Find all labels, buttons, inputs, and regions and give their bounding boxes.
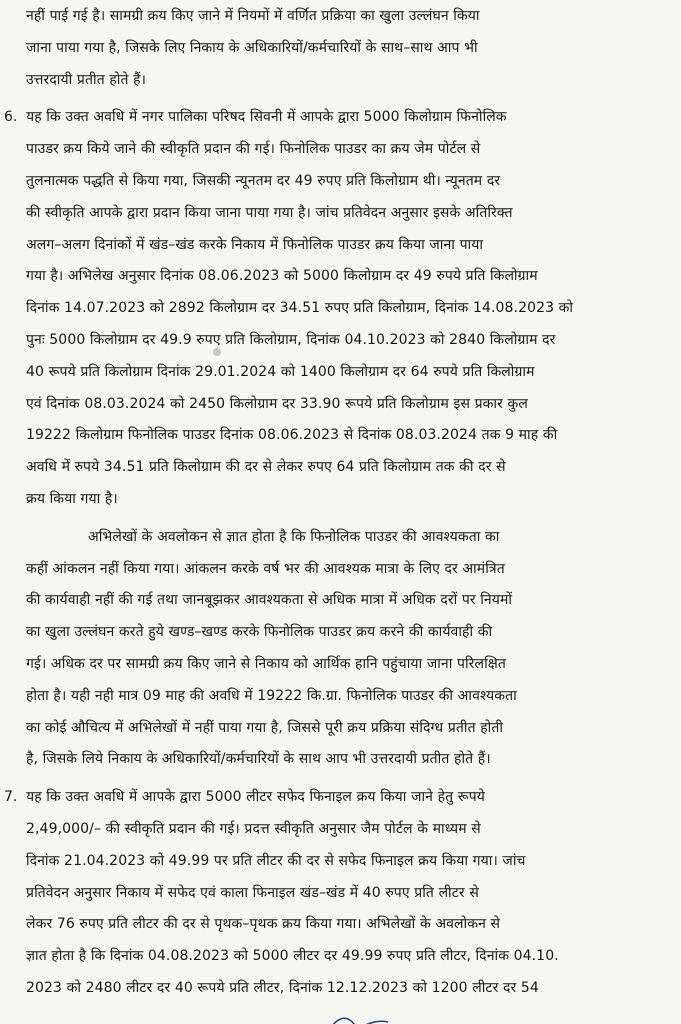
paragraph-line: 19222 किलोग्राम फिनोलिक पाउडर दिनांक 08.06.2023 से दिनांक 08.03.2024 तक 9 माह की xyxy=(26,427,558,444)
paragraph-line: दिनांक 14.07.2023 को 2892 किलोग्राम दर 34.51 रुपए प्रति किलोग्राम, दिनांक 14.08.2023 को xyxy=(26,300,574,317)
paragraph-line: की कार्यवाही नहीं की गई तथा जानबूझकर आवश्यकता से अधिक मात्रा में अधिक दरों पर नियमों xyxy=(26,592,513,609)
paragraph-line: क्रय किया गया है। xyxy=(26,491,118,507)
intro-line: उत्तरदायी प्रतीत होते हैं। xyxy=(26,71,147,88)
paragraph-number: 6. xyxy=(4,109,18,126)
paragraph-line: लेकर 76 रुपए प्रति लीटर की दर से पृथक–पृथक क्रय किया गया। अभिलेखों के अवलोकन से xyxy=(26,916,501,933)
paragraph-line: अभिलेखों के अवलोकन से ज्ञात होता है कि फिनोलिक पाउडर की आवश्यकता का xyxy=(88,528,500,545)
paragraph-line: 2023 को 2480 लीटर दर 40 रूपये प्रति लीटर, दिनांक 12.12.2023 को 1200 लीटर दर 54 xyxy=(26,980,539,996)
paragraph-line: गया है। अभिलेख अनुसार दिनांक 08.06.2023 को 5000 किलोग्राम दर 49 रुपये प्रति किलोग्राम xyxy=(26,268,538,285)
intro-line: नहीं पाई गई है। सामग्री क्रय किए जाने में नियमों में वर्णित प्रक्रिया का खुला उल्लंघन किया xyxy=(26,8,480,24)
paragraph-line: का खुला उल्लंघन करते हुये खण्ड–खण्ड करके फिनोलिक पाउडर क्रय करने की कार्यवाही की xyxy=(26,624,493,641)
paragraph-line: 40 रूपये प्रति किलोग्राम दिनांक 29.01.2024 को 1400 किलोग्राम दर 64 रुपये प्रति किलोग्राम xyxy=(26,363,535,380)
paragraph-line: प्रतिवेदन अनुसार निकाय में सफेद एवं काला फिनाइल खंड–खंड में 40 रुपए प्रति लीटर से xyxy=(26,884,479,901)
ink-smudge xyxy=(213,348,221,356)
paragraph-line: दिनांक 21.04.2023 को 49.99 पर प्रति लीटर की दर से सफेद फिनाइल क्रय किया गया। जांच xyxy=(26,852,526,869)
paragraph-line: की स्वीकृति आपके द्वारा प्रदान किया जाना पाया गया है। जांच प्रतिवेदन अनुसार इसके अतिरिक्त xyxy=(26,204,513,221)
paragraph-line: ज्ञात होता है कि दिनांक 04.08.2023 को 5000 लीटर दर 49.99 रुपए प्रति लीटर, दिनांक 04.10. xyxy=(26,948,559,965)
paragraph-line: का कोई औचित्य में अभिलेखों में नहीं पाया गया है, जिससे पूरी क्रय प्रक्रिया संदिग्ध प्रतीत होती xyxy=(26,719,504,736)
paragraph-line: यह कि उक्त अवधि में नगर पालिका परिषद सिवनी में आपके द्वारा 5000 किलोग्राम फिनोलिक xyxy=(26,109,507,126)
signature-mark-icon xyxy=(330,1014,390,1024)
paragraph-line: अवधि में रुपये 34.51 प्रति किलोग्राम की दर से लेकर रुपए 64 प्रति किलोग्राम तक की दर से xyxy=(26,459,506,476)
paragraph-line: तुलनात्मक पद्धति से किया गया, जिसकी न्यूनतम दर 49 रुपए प्रति किलोग्राम थी। न्यूनतम दर xyxy=(26,173,501,189)
paragraph-number: 7. xyxy=(4,789,18,806)
paragraph-line: अलग–अलग दिनांकों में खंड–खंड करके निकाय में फिनोलिक पाउडर क्रय किया जाना पाया xyxy=(26,236,484,253)
paragraph-line: यह कि उक्त अवधि में आपके द्वारा 5000 लीटर सफेद फिनाइल क्रय किया जाने हेतु रूपये xyxy=(26,789,486,806)
paragraph-line: कहीं आंकलन नहीं किया गया। आंकलन करके वर्ष भर की आवश्यक मात्रा के लिए दर आमंत्रित xyxy=(26,560,505,577)
paragraph-line: पाउडर क्रय किये जाने की स्वीकृति प्रदान की गई। फिनोलिक पाउडर का क्रय जेम पोर्टल से xyxy=(26,141,481,158)
paragraph-line: होता है। यही नही मात्र 09 माह की अवधि में 19222 कि.ग्रा. फिनोलिक पाउडर की आवश्यकता xyxy=(26,687,517,704)
paragraph-line: 2,49,000/– की स्वीकृति प्रदान की गई। प्रदत्त स्वीकृति अनुसार जैम पोर्टल के माध्यम से xyxy=(26,821,481,837)
paragraph-line: एवं दिनांक 08.03.2024 को 2450 किलोग्राम दर 33.90 रूपये प्रति किलोग्राम इस प्रकार कुल xyxy=(26,395,528,412)
intro-line: जाना पाया गया है, जिसके लिए निकाय के अधिकारियों/कर्मचारियों के साथ–साथ आप भी xyxy=(26,39,478,56)
paragraph-line: पुनः 5000 किलोग्राम दर 49.9 रुपए प्रति किलोग्राम, दिनांक 04.10.2023 को 2840 किलोग्राम दर xyxy=(26,332,556,348)
paragraph-line: गई। अधिक दर पर सामग्री क्रय किए जाने से निकाय को आर्थिक हानि पहुंचाया जाना परिलक्षित xyxy=(26,656,506,672)
paragraph-line: है, जिसके लिये निकाय के अधिकारियों/कर्मचारियों के साथ आप भी उत्तरदायी प्रतीत होते हैं। xyxy=(26,751,491,768)
